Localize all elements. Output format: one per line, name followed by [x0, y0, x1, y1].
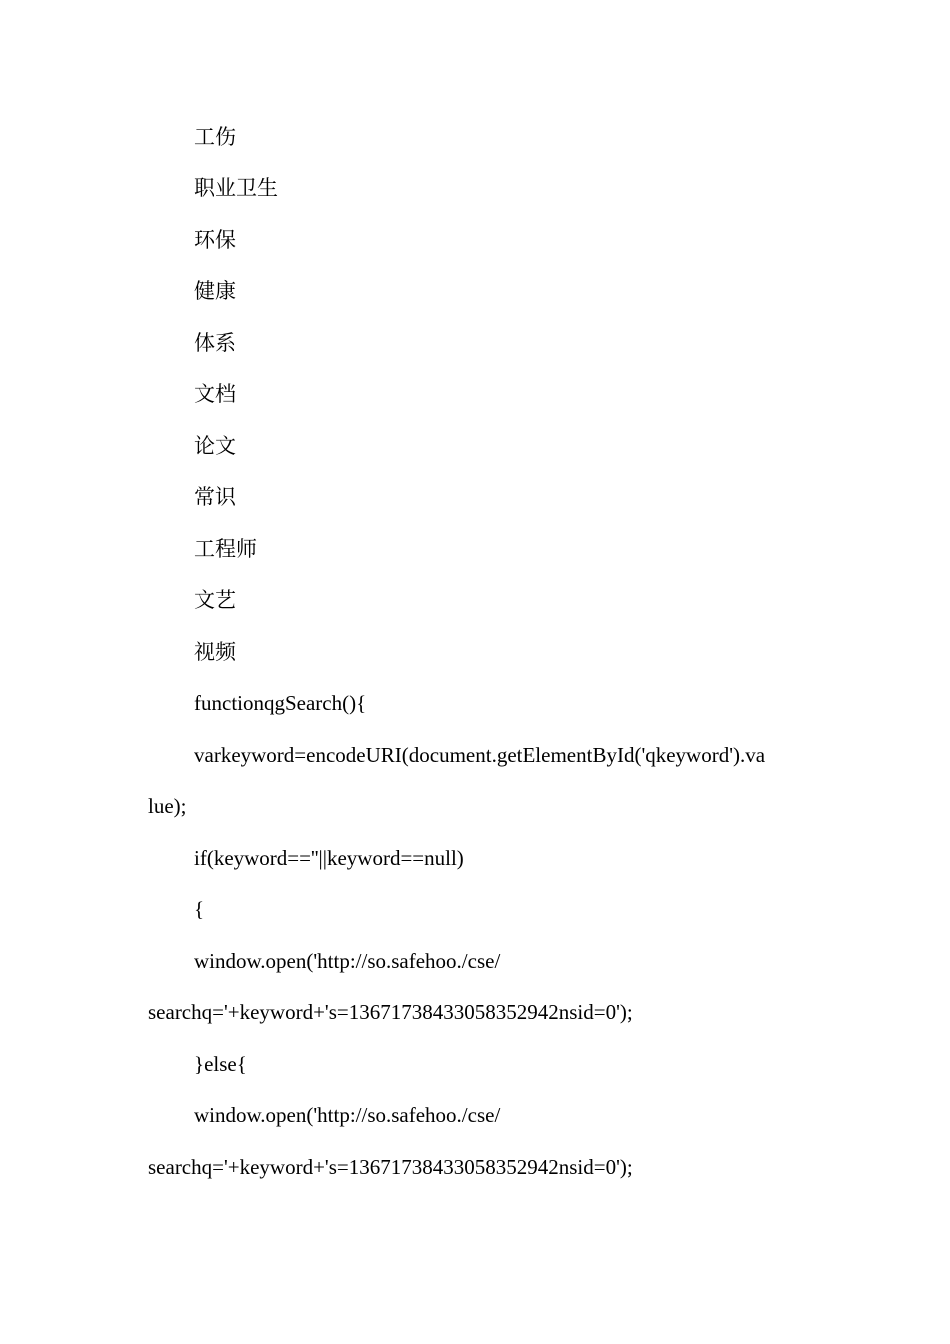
code-line-open-brace: { [194, 897, 205, 921]
code-line-window-open-1: window.open('http://so.safehoo./cse/ [194, 949, 501, 973]
category-injury: 工伤 [194, 125, 236, 149]
category-occupational-health: 职业卫生 [194, 176, 278, 200]
category-documents: 文档 [194, 382, 236, 406]
category-engineer: 工程师 [194, 537, 257, 561]
category-arts: 文艺 [194, 588, 236, 612]
category-environment: 环保 [194, 228, 236, 252]
category-video: 视频 [194, 640, 236, 664]
code-line-function: functionqgSearch(){ [194, 691, 367, 715]
category-system: 体系 [194, 331, 236, 355]
code-line-var-keyword: varkeyword=encodeURI(document.getElementById('qkeyword').va [194, 743, 766, 767]
category-papers: 论文 [194, 434, 236, 458]
code-line-window-open-1-cont: searchq='+keyword+'s=13671738433058352942nsid=0'); [148, 1000, 633, 1024]
code-line-else: }else{ [194, 1052, 247, 1076]
code-line-if: if(keyword==''||keyword==null) [194, 846, 464, 870]
category-knowledge: 常识 [194, 485, 236, 509]
code-line-var-keyword-cont: lue); [148, 794, 187, 818]
code-line-window-open-2-cont: searchq='+keyword+'s=13671738433058352942nsid=0'); [148, 1155, 633, 1179]
category-health: 健康 [194, 279, 236, 303]
code-line-window-open-2: window.open('http://so.safehoo./cse/ [194, 1103, 501, 1127]
